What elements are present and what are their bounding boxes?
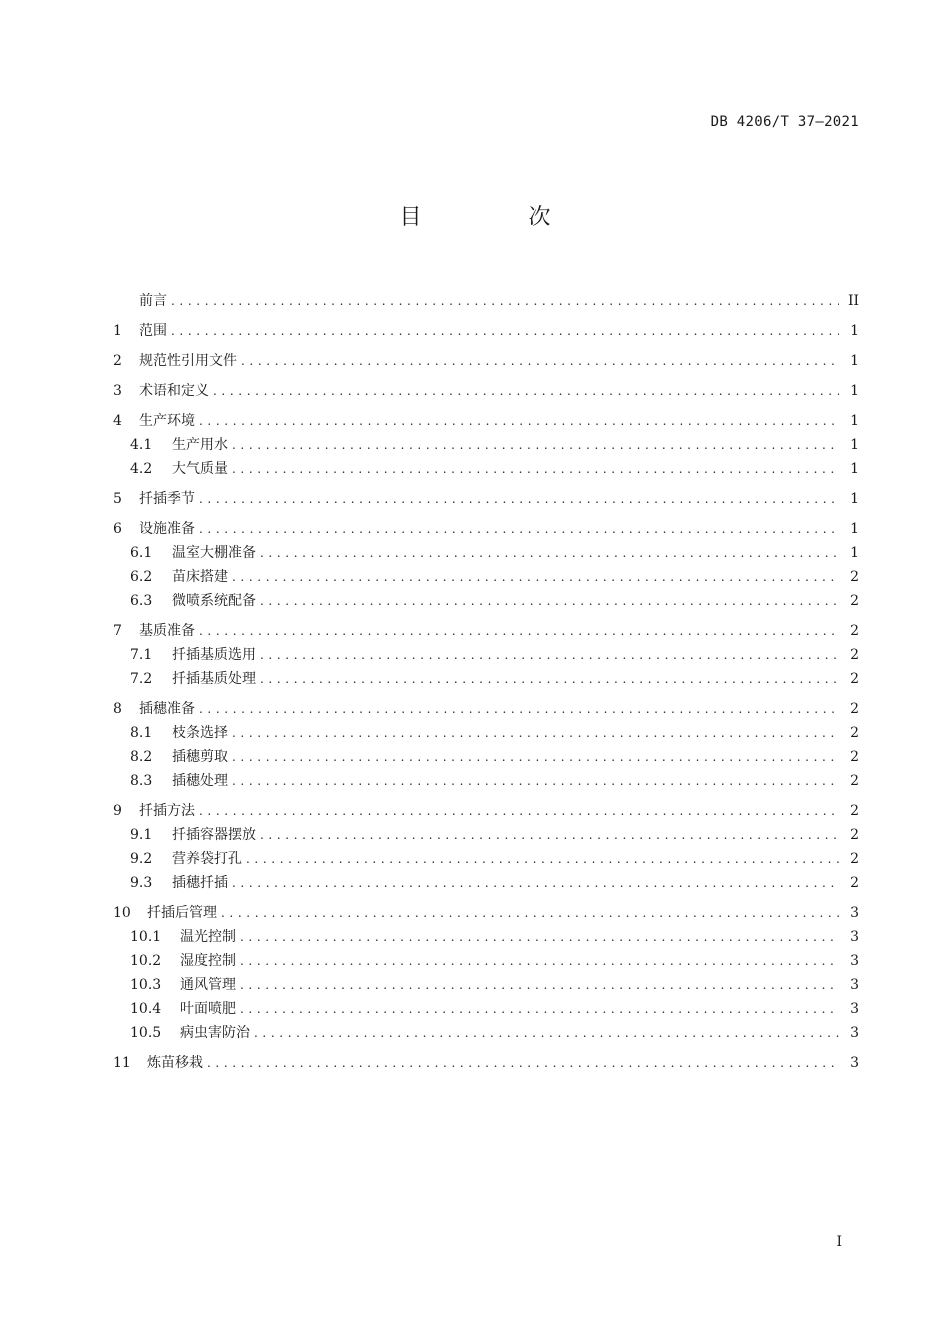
toc-subentry[interactable] bbox=[113, 823, 859, 847]
toc-entry-page: 1 bbox=[850, 461, 859, 477]
toc-subentry[interactable] bbox=[113, 565, 859, 589]
footer-page-number: I bbox=[836, 1234, 842, 1250]
toc-entry-number: 1 bbox=[113, 323, 122, 339]
toc-entry-label: 扦插季节 bbox=[139, 491, 195, 507]
toc-entry-label: 插穗处理 bbox=[172, 773, 228, 789]
toc-entry-page: 1 bbox=[850, 521, 859, 537]
toc-entry-number: 10.2 bbox=[130, 953, 162, 969]
toc-entry-label: 扦插后管理 bbox=[147, 905, 217, 921]
toc-entry-label: 扦插基质选用 bbox=[172, 647, 256, 663]
toc-entry-number: 9.3 bbox=[130, 875, 153, 891]
toc-subentry[interactable] bbox=[113, 541, 859, 565]
toc-leader-dots bbox=[207, 1051, 839, 1075]
toc-entry-page: 1 bbox=[850, 437, 859, 453]
toc-leader-dots bbox=[240, 949, 839, 973]
toc-leader-dots bbox=[232, 745, 839, 769]
toc-entry-page: 3 bbox=[850, 929, 859, 945]
toc-entry-page: 1 bbox=[850, 545, 859, 561]
toc-entry-label: 炼苗移栽 bbox=[147, 1055, 203, 1071]
toc-leader-dots bbox=[240, 997, 839, 1021]
toc-subentry[interactable] bbox=[113, 925, 859, 949]
toc-entry-number: 6.1 bbox=[130, 545, 153, 561]
toc-entry-number: 10.4 bbox=[130, 1001, 162, 1017]
toc-entry-number: 10.5 bbox=[130, 1025, 162, 1041]
toc-entry-label: 大气质量 bbox=[172, 461, 228, 477]
toc-entry[interactable] bbox=[113, 1051, 859, 1075]
toc-entry-page: 2 bbox=[850, 749, 859, 765]
toc-entry-page: 2 bbox=[850, 851, 859, 867]
toc-leader-dots bbox=[260, 823, 839, 847]
toc-entry-label: 湿度控制 bbox=[180, 953, 236, 969]
toc-entry-label: 病虫害防治 bbox=[180, 1025, 250, 1041]
toc-leader-dots bbox=[171, 289, 839, 313]
toc-entry-label: 微喷系统配备 bbox=[172, 593, 256, 609]
toc-entry-label: 扦插容器摆放 bbox=[172, 827, 256, 843]
toc-leader-dots bbox=[241, 349, 839, 373]
toc-entry[interactable] bbox=[113, 349, 859, 373]
page-title: 目 次 bbox=[399, 205, 601, 230]
toc-entry-number: 4.1 bbox=[130, 437, 153, 453]
toc-entry-number: 4 bbox=[113, 413, 122, 429]
toc-entry-label: 规范性引用文件 bbox=[139, 353, 237, 369]
toc-entry-page: 2 bbox=[850, 827, 859, 843]
toc-entry-page: 2 bbox=[850, 875, 859, 891]
toc-subentry[interactable] bbox=[113, 847, 859, 871]
toc-entry-label: 基质准备 bbox=[139, 623, 195, 639]
table-of-contents bbox=[113, 289, 859, 1075]
document-code: DB 4206/T 37—2021 bbox=[710, 114, 859, 130]
toc-leader-dots bbox=[171, 319, 839, 343]
toc-entry-page: 2 bbox=[850, 725, 859, 741]
toc-entry-page: 1 bbox=[850, 413, 859, 429]
toc-subentry[interactable] bbox=[113, 745, 859, 769]
toc-leader-dots bbox=[260, 643, 839, 667]
toc-leader-dots bbox=[232, 871, 839, 895]
toc-entry-number: 9.2 bbox=[130, 851, 153, 867]
toc-subentry[interactable] bbox=[113, 667, 859, 691]
toc-entry-number: 6.2 bbox=[130, 569, 153, 585]
toc-leader-dots bbox=[221, 901, 839, 925]
toc-entry[interactable] bbox=[113, 379, 859, 403]
toc-entry-page: 2 bbox=[850, 647, 859, 663]
toc-entry-label: 设施准备 bbox=[139, 521, 195, 537]
toc-subentry[interactable] bbox=[113, 997, 859, 1021]
toc-entry-number: 8.1 bbox=[130, 725, 153, 741]
toc-leader-dots bbox=[232, 721, 839, 745]
toc-entry-number: 10.1 bbox=[130, 929, 162, 945]
toc-subentry[interactable] bbox=[113, 949, 859, 973]
toc-subentry[interactable] bbox=[113, 973, 859, 997]
toc-entry[interactable] bbox=[113, 409, 859, 433]
toc-entry[interactable] bbox=[113, 799, 859, 823]
toc-entry-page: 3 bbox=[850, 953, 859, 969]
toc-entry-label: 苗床搭建 bbox=[172, 569, 228, 585]
toc-entry-label: 前言 bbox=[139, 293, 167, 309]
toc-entry-label: 术语和定义 bbox=[139, 383, 209, 399]
toc-entry-number: 2 bbox=[113, 353, 122, 369]
toc-entry-page: 2 bbox=[850, 593, 859, 609]
toc-entry[interactable] bbox=[113, 697, 859, 721]
toc-subentry[interactable] bbox=[113, 589, 859, 613]
toc-entry-number: 10 bbox=[113, 905, 131, 921]
toc-entry-label: 范围 bbox=[139, 323, 167, 339]
toc-entry-page: 2 bbox=[850, 623, 859, 639]
toc-entry-page: 3 bbox=[850, 1001, 859, 1017]
toc-entry-number: 7.2 bbox=[130, 671, 153, 687]
toc-leader-dots bbox=[240, 973, 839, 997]
toc-entry-number: 4.2 bbox=[130, 461, 153, 477]
toc-entry[interactable] bbox=[113, 901, 859, 925]
toc-leader-dots bbox=[199, 517, 839, 541]
toc-leader-dots bbox=[232, 565, 839, 589]
toc-entry-label: 枝条选择 bbox=[172, 725, 228, 741]
toc-entry-label: 扦插方法 bbox=[139, 803, 195, 819]
toc-leader-dots bbox=[260, 541, 839, 565]
toc-entry-label: 生产用水 bbox=[172, 437, 228, 453]
toc-subentry[interactable] bbox=[113, 871, 859, 895]
toc-entry[interactable] bbox=[113, 319, 859, 343]
toc-entry-page: 2 bbox=[850, 701, 859, 717]
toc-entry-page: 2 bbox=[850, 803, 859, 819]
toc-entry-number: 9.1 bbox=[130, 827, 153, 843]
toc-entry-page: II bbox=[847, 293, 859, 309]
toc-leader-dots bbox=[260, 589, 839, 613]
toc-entry-number: 7.1 bbox=[130, 647, 153, 663]
toc-entry-number: 8.3 bbox=[130, 773, 153, 789]
toc-entry-label: 营养袋打孔 bbox=[172, 851, 242, 867]
toc-entry-number: 6 bbox=[113, 521, 122, 537]
toc-entry-label: 通风管理 bbox=[180, 977, 236, 993]
toc-subentry[interactable] bbox=[113, 1021, 859, 1045]
toc-entry-page: 3 bbox=[850, 977, 859, 993]
toc-entry-number: 8 bbox=[113, 701, 122, 717]
toc-leader-dots bbox=[254, 1021, 839, 1045]
toc-leader-dots bbox=[199, 697, 839, 721]
toc-entry-page: 3 bbox=[850, 905, 859, 921]
toc-entry-label: 叶面喷肥 bbox=[180, 1001, 236, 1017]
toc-leader-dots bbox=[199, 409, 839, 433]
toc-entry-label: 插穗剪取 bbox=[172, 749, 228, 765]
toc-subentry[interactable] bbox=[113, 721, 859, 745]
toc-leader-dots bbox=[232, 769, 839, 793]
toc-entry[interactable] bbox=[113, 517, 859, 541]
toc-leader-dots bbox=[260, 667, 839, 691]
toc-entry-number: 3 bbox=[113, 383, 122, 399]
toc-entry-page: 2 bbox=[850, 569, 859, 585]
toc-subentry[interactable] bbox=[113, 769, 859, 793]
toc-entry-number: 9 bbox=[113, 803, 122, 819]
toc-leader-dots bbox=[232, 433, 839, 457]
toc-subentry[interactable] bbox=[113, 643, 859, 667]
toc-leader-dots bbox=[199, 619, 839, 643]
toc-subentry[interactable] bbox=[113, 457, 859, 481]
toc-leader-dots bbox=[199, 799, 839, 823]
toc-entry-label: 温室大棚准备 bbox=[172, 545, 256, 561]
toc-entry-page: 2 bbox=[850, 671, 859, 687]
toc-entry-page: 1 bbox=[850, 383, 859, 399]
toc-entry-number: 11 bbox=[113, 1055, 131, 1071]
toc-entry-page: 1 bbox=[850, 323, 859, 339]
toc-entry-page: 2 bbox=[850, 773, 859, 789]
toc-entry-number: 10.3 bbox=[130, 977, 162, 993]
toc-subentry[interactable] bbox=[113, 433, 859, 457]
toc-entry-number: 7 bbox=[113, 623, 122, 639]
toc-entry-number: 8.2 bbox=[130, 749, 153, 765]
toc-leader-dots bbox=[232, 457, 839, 481]
toc-entry[interactable] bbox=[113, 487, 859, 511]
toc-entry-page: 1 bbox=[850, 353, 859, 369]
toc-leader-dots bbox=[246, 847, 839, 871]
toc-leader-dots bbox=[199, 487, 839, 511]
toc-entry-label: 插穗准备 bbox=[139, 701, 195, 717]
toc-entry-label: 扦插基质处理 bbox=[172, 671, 256, 687]
toc-entry-page: 3 bbox=[850, 1025, 859, 1041]
toc-entry-number: 5 bbox=[113, 491, 122, 507]
toc-entry[interactable] bbox=[113, 289, 859, 313]
toc-leader-dots bbox=[240, 925, 839, 949]
toc-entry-page: 3 bbox=[850, 1055, 859, 1071]
toc-entry-label: 插穗扦插 bbox=[172, 875, 228, 891]
toc-leader-dots bbox=[213, 379, 839, 403]
toc-entry[interactable] bbox=[113, 619, 859, 643]
toc-entry-page: 1 bbox=[850, 491, 859, 507]
toc-entry-label: 生产环境 bbox=[139, 413, 195, 429]
toc-entry-label: 温光控制 bbox=[180, 929, 236, 945]
toc-entry-number: 6.3 bbox=[130, 593, 153, 609]
